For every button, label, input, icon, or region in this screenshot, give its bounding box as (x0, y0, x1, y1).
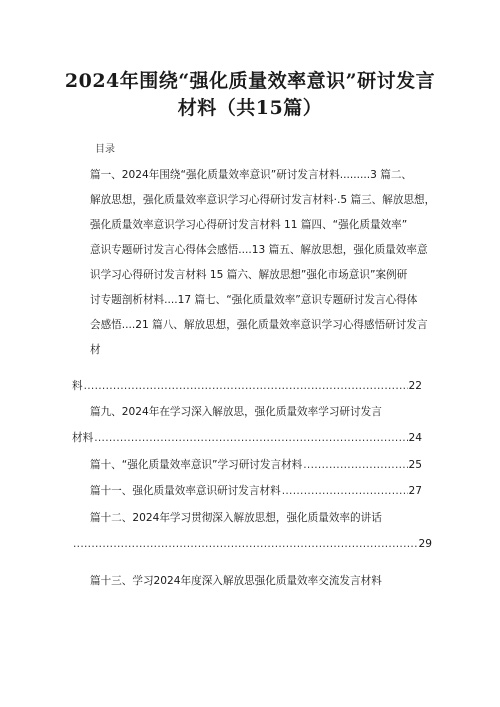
toc-entry-text: 篇十、“强化质量效率意识”学习研讨发言材料 (90, 459, 303, 471)
toc-page-number: 27 (408, 485, 422, 497)
toc-line[interactable]: 会感悟....21 篇八、解放思想，强化质量效率意识学习心得感悟研讨发言 (90, 319, 428, 331)
toc-entry-12-continuation[interactable] (72, 538, 432, 550)
toc-heading: 目录 (95, 144, 115, 155)
document-title (40, 68, 460, 122)
toc-leader-dots (84, 380, 408, 392)
toc-leader-dots (282, 485, 408, 497)
toc-line[interactable]: 讨专题剖析材料....17 篇七、“强化质量效率”意识专题研讨发言心得体 (90, 294, 418, 306)
toc-page-number: 22 (408, 380, 422, 392)
toc-entry-8-continuation[interactable] (72, 378, 422, 393)
toc-line[interactable]: 意识专题研讨发言心得体会感悟....13 篇五、解放思想，强化质量效率意 (90, 244, 428, 256)
toc-entry-text: 篇十一、强化质量效率意识研讨发言材料 (90, 485, 281, 497)
toc-entry-text: 材料 (72, 432, 94, 444)
title-line-1: 2024年围绕“强化质量效率意识”研讨发言 (64, 70, 436, 92)
toc-entry-10[interactable] (90, 457, 422, 472)
toc-leader-dots (303, 459, 407, 471)
toc-line[interactable]: 识学习心得研讨发言材料 15 篇六、解放思想”强化市场意识”案例研 (90, 269, 408, 281)
toc-entry-9[interactable]: 篇九、2024年在学习深入解放思，强化质量效率学习研讨发言 (90, 406, 382, 418)
toc-entry-12[interactable]: 篇十二、2024年学习贯彻深入解放思想，强化质量效率的讲话 (90, 512, 382, 524)
toc-paragraph (90, 163, 435, 363)
toc-entry-text: 料 (72, 380, 83, 392)
toc-entry-9-continuation[interactable] (72, 430, 422, 445)
title-line-2: 材料（共15篇） (177, 97, 323, 119)
toc-line[interactable]: 材 (90, 344, 101, 356)
toc-entry-13[interactable]: 篇十三、学习2024年度深入解放思强化质量效率交流发言材料 (90, 575, 382, 587)
toc-leader-dots (73, 538, 418, 550)
toc-line[interactable]: 解放思想，强化质量效率意识学习心得研讨发言材料·.5 篇三、解放思想， (90, 194, 436, 206)
toc-page-number: 24 (408, 432, 422, 444)
toc-line[interactable]: 强化质量效率意识学习心得研讨发言材料 11 篇四、“强化质量效率” (90, 219, 408, 231)
toc-leader-dots (94, 432, 407, 444)
toc-entry-11[interactable] (90, 483, 422, 498)
toc-page-number: 25 (408, 459, 422, 471)
toc-page-number: 29 (418, 538, 432, 550)
toc-line[interactable]: 篇一、2024年围绕“强化质量效率意识”研讨发言材料.........3 篇二、 (90, 169, 413, 181)
